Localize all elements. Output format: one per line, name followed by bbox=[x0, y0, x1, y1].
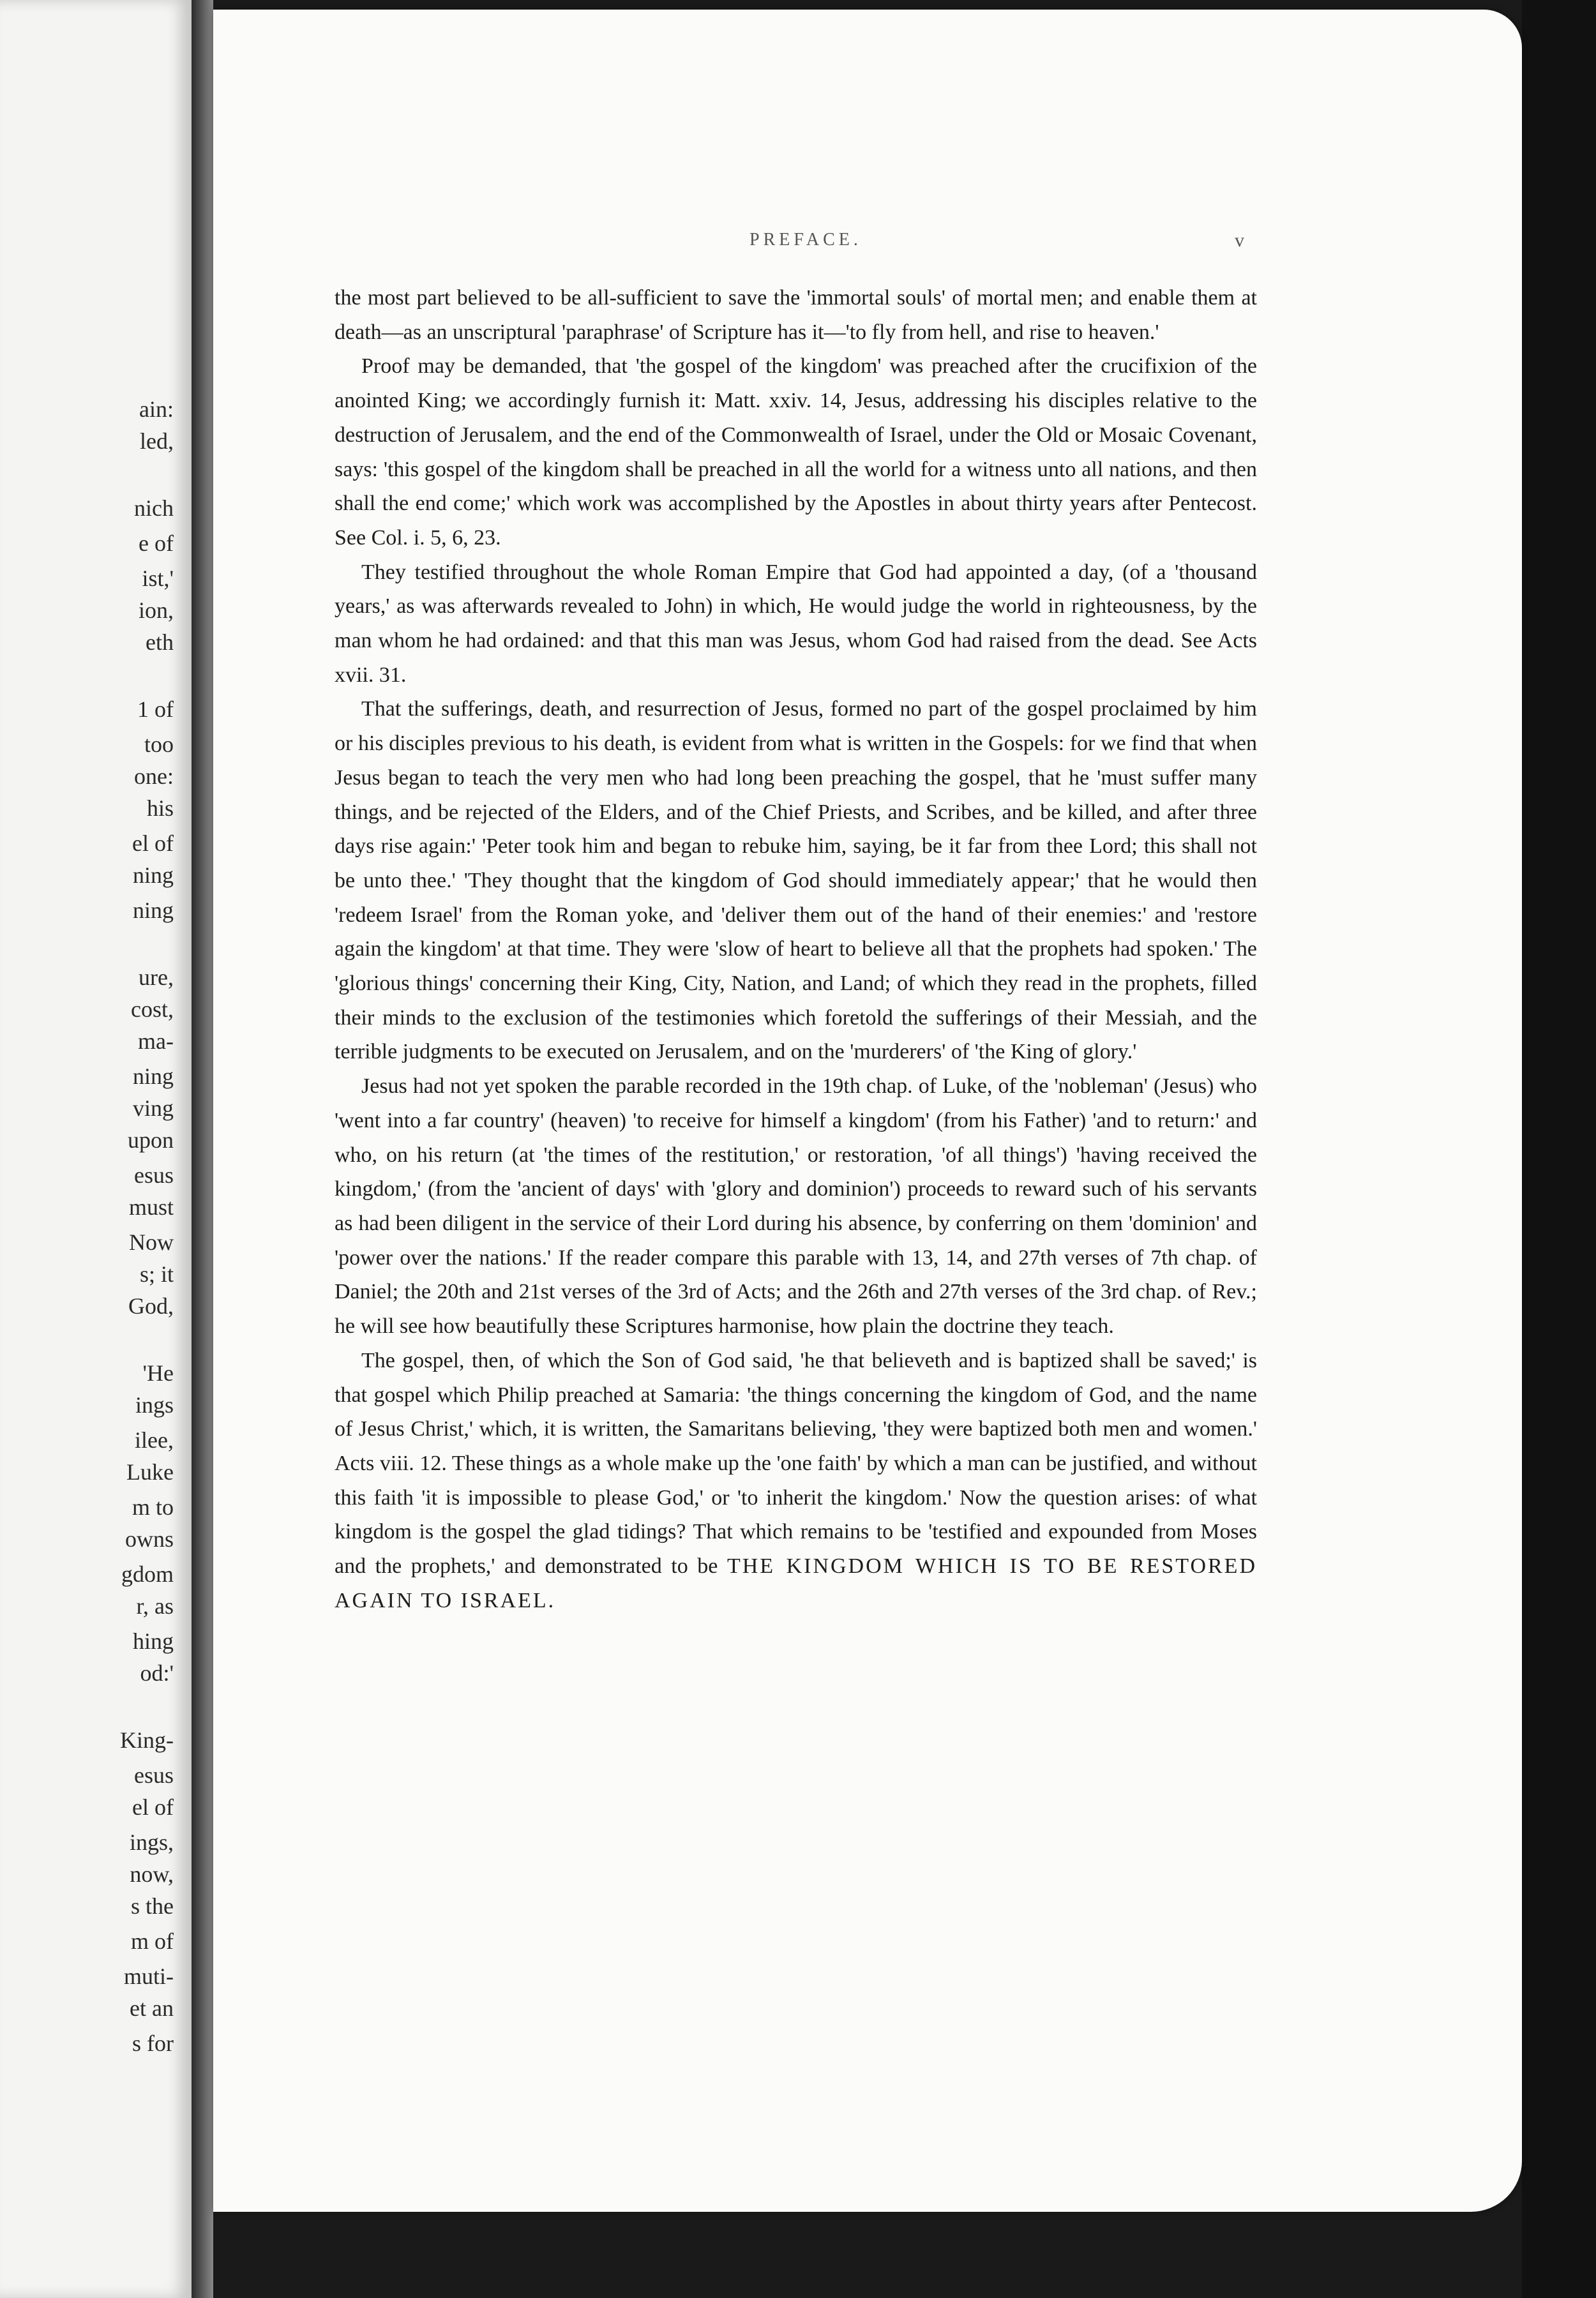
facing-page-fragment: ings, bbox=[129, 1829, 174, 1855]
facing-page-fragment: owns bbox=[124, 1526, 174, 1552]
facing-page-fragment: cost, bbox=[131, 996, 174, 1022]
facing-page-fragment: ning bbox=[132, 897, 174, 923]
facing-page-fragment: must bbox=[128, 1194, 174, 1220]
paragraph-1: the most part believed to be all-sufficient to save the 'immortal souls' of mortal men; and enable them at death—as an unscriptural 'paraphrase' of Scripture has it—'to fly from hell, and rise to heaven.' bbox=[335, 286, 1257, 344]
facing-page-fragment: ning bbox=[132, 1063, 174, 1089]
facing-page-fragment: ion, bbox=[138, 597, 174, 623]
facing-page-fragment: esus bbox=[134, 1162, 174, 1188]
facing-page-fragment: m of bbox=[131, 1928, 174, 1954]
facing-page-fragment: ure, bbox=[139, 965, 174, 990]
paragraph-2: Proof may be demanded, that 'the gospel of the kingdom' was preached after the crucifixion of the anointed King; we accordingly furnish it: Matt. xxiv. 14, Jesus, addressing his disciples relative to the destruction of Jerusalem, and the end of the Commonwealth of Israel, under the Old or Mosaic Covenant, says: 'this gospel of the kingdom shall be preached in all the world for a witness unto all nations, and then shall the end come;' which work was accomplished by the Apostles in about thirty years after Pentecost. See Col. i. 5, 6, 23. bbox=[335, 354, 1257, 550]
facing-page-fragment: m to bbox=[132, 1494, 174, 1520]
facing-page-fragment: Now bbox=[129, 1229, 174, 1255]
facing-page-fragment: gdom bbox=[121, 1561, 174, 1587]
facing-page-fragment: too bbox=[144, 732, 174, 757]
facing-page-fragment: his bbox=[146, 795, 174, 821]
facing-page-fragment: esus bbox=[134, 1762, 174, 1788]
facing-page-fragment: ain: bbox=[139, 396, 174, 422]
facing-page-fragment: od:' bbox=[140, 1660, 174, 1686]
facing-page-fragment: led, bbox=[140, 428, 174, 454]
facing-page-fragment: now, bbox=[130, 1861, 174, 1887]
facing-page-fragment: ving bbox=[132, 1095, 174, 1121]
facing-page-fragment: ist,' bbox=[142, 566, 174, 591]
facing-page-fragment: ilee, bbox=[135, 1427, 174, 1453]
book-page bbox=[213, 10, 1522, 2212]
facing-page-fragment: 'He bbox=[142, 1360, 174, 1386]
running-head: PREFACE. bbox=[749, 230, 862, 250]
facing-page-fragment: hing bbox=[132, 1628, 174, 1654]
book-gutter bbox=[192, 0, 213, 2298]
paragraph-6-text: The gospel, then, of which the Son of God said, 'he that believeth and is baptized shall be saved;' is that gospel which Philip preached at Samaria: 'the things concerning the kingdom of God, and the name of Jesus Christ,' which, it is written, the Samaritans believing, 'they were baptized both men and women.' Acts viii. 12. These things as a whole make up the 'one faith' by which a man can be justified, and without this faith 'it is impossible to please God,' or 'to inherit the kingdom.' Now the question arises: of what kingdom is the gospel the glad tidings? That which remains to be 'testified and expounded from Moses and the prophets,' and demonstrated to be bbox=[335, 1348, 1257, 1579]
facing-page-fragment: one: bbox=[134, 763, 174, 789]
paragraph-6 bbox=[335, 1344, 1257, 1618]
page-number: v bbox=[1235, 230, 1244, 251]
facing-page-fragment: ning bbox=[132, 862, 174, 888]
facing-page-fragment: God, bbox=[128, 1293, 174, 1319]
facing-page-fragment: ings bbox=[135, 1392, 174, 1418]
facing-page-fragment: r, as bbox=[136, 1593, 174, 1619]
facing-page-fragment: 1 of bbox=[137, 696, 174, 722]
facing-page-fragment: King- bbox=[120, 1727, 174, 1753]
closing-small-caps: THE KINGDOM WHICH IS TO BE RESTORED AGAIN TO ISRAEL. bbox=[335, 1554, 1258, 1612]
facing-page-fragment: s; it bbox=[139, 1261, 174, 1287]
paragraph-3: They testified throughout the whole Roman Empire that God had appointed a day, (of a 'thousand years,' as was afterwards revealed to John) in which, He would judge the world in righteousness, by the man whom he had ordained: and that this man was Jesus, whom God had raised from the dead. See Acts xvii. 31. bbox=[335, 560, 1257, 687]
facing-page-fragment: el of bbox=[132, 1794, 174, 1820]
facing-page-fragment: e of bbox=[139, 530, 174, 556]
facing-page-fragment: et an bbox=[130, 1995, 174, 2021]
facing-page-fragment: s for bbox=[132, 2031, 174, 2056]
scan-border bbox=[1522, 0, 1596, 2298]
facing-page-fragment: muti- bbox=[124, 1964, 174, 1989]
body-text bbox=[335, 281, 1257, 1618]
facing-page-fragment: upon bbox=[128, 1127, 174, 1153]
facing-page-fragment: el of bbox=[132, 830, 174, 856]
facing-page-fragment: ma- bbox=[138, 1028, 174, 1054]
page-header bbox=[213, 230, 1522, 255]
paragraph-4: That the sufferings, death, and resurrection of Jesus, formed no part of the gospel proclaimed by him or his disciples previous to his death, is evident from what is written in the Gospels: for we find that when Jesus began to teach the very men who had long been preaching the gospel, that he 'must suffer many things, and be rejected of the Elders, and of the Chief Priests, and Scribes, and be killed, and after three days rise again:' 'Peter took him and began to rebuke him, saying, be it far from thee Lord; this shall not be unto thee.' 'They thought that the kingdom of God should immediately appear;' that he would then 'redeem Israel' from the Roman yoke, and 'deliver them out of the hand of their enemies:' and 'restore again the kingdom' at that time. They were 'slow of heart to believe all that the prophets had spoken.' The 'glorious things' concerning their King, City, Nation, and Land; of which they read in the prophets, filled their minds to the exclusion of the testimonies which foretold the sufferings of their Messiah, and the terrible judgments to be executed on Jerusalem, and on the 'murderers' of 'the King of glory.' bbox=[335, 697, 1257, 1064]
paragraph-5: Jesus had not yet spoken the parable recorded in the 19th chap. of Luke, of the 'nobleman' (Jesus) who 'went into a far country' (heaven) 'to receive for himself a kingdom' (from his Father) 'and to return:' and who, on his return (at 'the times of the restitution,' or restoration, 'of all things') 'having received the kingdom,' (from the 'ancient of days' with 'glory and dominion') proceeds to reward such of his servants as had been diligent in the service of their Lord during his absence, by conferring on them 'dominion' and 'power over the nations.' If the reader compare this parable with 13, 14, and 27th verses of 7th chap. of Daniel; the 20th and 21st verses of the 3rd of Acts; and the 26th and 27th verses of the 3rd chap. of Rev.; he will see how beautifully these Scriptures harmonise, how plain the doctrine they teach. bbox=[335, 1074, 1257, 1339]
facing-page-fragment: eth bbox=[146, 629, 174, 655]
facing-page-fragment: nich bbox=[134, 495, 174, 521]
facing-page-fragment: s the bbox=[131, 1893, 174, 1919]
facing-page-fragment: Luke bbox=[126, 1459, 174, 1485]
facing-page bbox=[0, 0, 192, 2298]
